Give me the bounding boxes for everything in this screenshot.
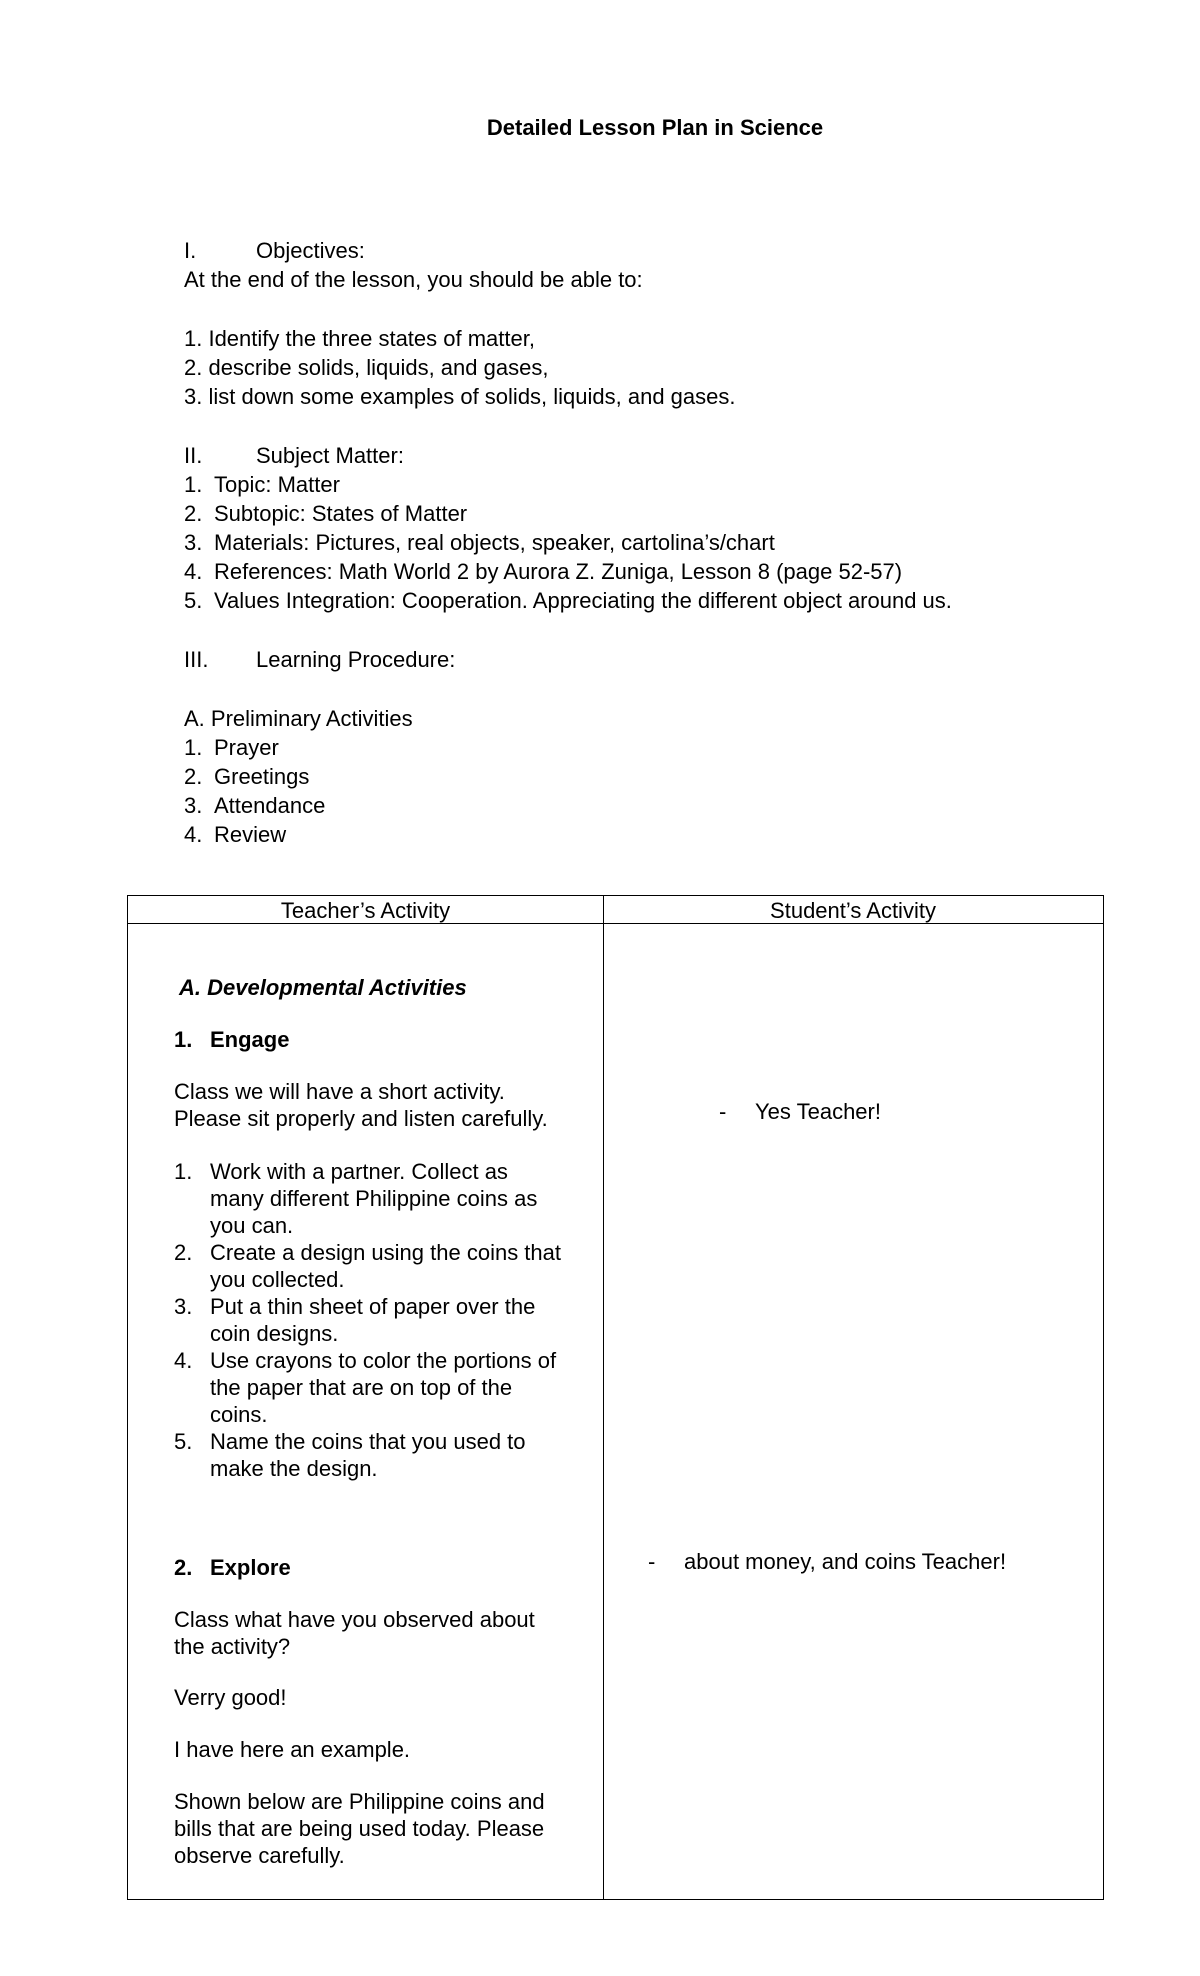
section-title: Objectives: — [256, 238, 365, 263]
item-text: Values Integration: Cooperation. Appreciating the different object around us. — [214, 588, 952, 613]
item-number: 2. — [184, 501, 203, 526]
teacher-activity-header: Teacher’s Activity — [280, 898, 451, 923]
item-number: 2. — [174, 1240, 193, 1265]
section-title: Subject Matter: — [256, 443, 404, 468]
item-number: 3. — [184, 793, 203, 818]
item-number: 4. — [184, 559, 203, 584]
activity-step-cont: you can. — [210, 1213, 294, 1238]
item-text: Create a design using the coins that — [210, 1240, 562, 1265]
shown-line: Shown below are Philippine coins and — [174, 1789, 545, 1814]
item-text: Prayer — [214, 735, 279, 760]
example-text: I have here an example. — [174, 1737, 411, 1762]
item-number: 2. — [184, 764, 203, 789]
preliminary-item — [184, 762, 309, 791]
objective-item: 2. describe solids, liquids, and gases, — [184, 355, 549, 380]
objective-item: 1. Identify the three states of matter, — [184, 326, 535, 351]
item-number: 1. — [174, 1159, 193, 1184]
item-text: Topic: Matter — [214, 472, 340, 497]
explore-heading — [174, 1554, 291, 1581]
learning-procedure-heading — [184, 645, 455, 674]
section-title: Learning Procedure: — [256, 647, 456, 672]
header-rule — [128, 923, 1103, 924]
item-text: Work with a partner. Collect as — [210, 1159, 508, 1184]
activity-table — [127, 895, 1104, 1900]
section-numeral: II. — [184, 443, 203, 468]
item-text: Review — [214, 822, 287, 847]
activity-step — [174, 1239, 561, 1266]
student-answer — [719, 1098, 881, 1125]
section-numeral: III. — [184, 647, 209, 672]
item-text: Engage — [210, 1027, 290, 1052]
dash-marker: - — [648, 1549, 656, 1574]
item-number: 4. — [174, 1348, 193, 1373]
item-number: 2. — [174, 1555, 193, 1580]
shown-line: observe carefully. — [174, 1843, 345, 1868]
engage-intro-line: Class we will have a short activity. — [174, 1079, 505, 1104]
activity-step — [174, 1158, 508, 1185]
item-number: 1. — [174, 1027, 193, 1052]
subject-item — [184, 528, 775, 557]
explore-question-line: Class what have you observed about — [174, 1607, 535, 1632]
preliminary-item — [184, 733, 279, 762]
item-text: Use crayons to color the portions of — [210, 1348, 557, 1373]
item-number: 1. — [184, 735, 203, 760]
activity-step-cont: make the design. — [210, 1456, 378, 1481]
activity-step-cont: the paper that are on top of the — [210, 1375, 513, 1400]
item-text: Explore — [210, 1555, 291, 1580]
shown-line: bills that are being used today. Please — [174, 1816, 545, 1841]
item-text: Materials: Pictures, real objects, speaker, cartolina’s/chart — [214, 530, 775, 555]
item-number: 5. — [184, 588, 203, 613]
engage-intro-line: Please sit properly and listen carefully. — [174, 1106, 548, 1131]
activity-step — [174, 1347, 556, 1374]
student-answer — [648, 1548, 1006, 1575]
item-number: 5. — [174, 1429, 193, 1454]
item-text: Attendance — [214, 793, 326, 818]
activity-step — [174, 1428, 526, 1455]
subject-item — [184, 499, 467, 528]
subject-item — [184, 470, 340, 499]
item-number: 4. — [184, 822, 203, 847]
subject-matter-heading — [184, 441, 404, 470]
answer-text: Yes Teacher! — [755, 1099, 881, 1124]
preliminary-item — [184, 791, 325, 820]
activity-step-cont: many different Philippine coins as — [210, 1186, 538, 1211]
column-divider — [603, 896, 604, 1899]
activity-step — [174, 1293, 535, 1320]
praise-text: Verry good! — [174, 1685, 287, 1710]
item-number: 3. — [184, 530, 203, 555]
dash-marker: - — [719, 1099, 727, 1124]
objectives-intro: At the end of the lesson, you should be able to: — [184, 267, 643, 292]
preliminary-item — [184, 820, 286, 849]
objectives-heading — [184, 236, 365, 265]
objective-item: 3. list down some examples of solids, liquids, and gases. — [184, 384, 736, 409]
item-text: References: Math World 2 by Aurora Z. Zuniga, Lesson 8 (page 52-57) — [214, 559, 903, 584]
engage-heading — [174, 1026, 289, 1053]
answer-text: about money, and coins Teacher! — [684, 1549, 1007, 1574]
item-text: Subtopic: States of Matter — [214, 501, 468, 526]
preliminary-heading: A. Preliminary Activities — [184, 706, 413, 731]
item-number: 1. — [184, 472, 203, 497]
student-activity-header: Student’s Activity — [770, 898, 936, 923]
subject-item — [184, 586, 952, 615]
page-title: Detailed Lesson Plan in Science — [486, 115, 824, 140]
developmental-activities-heading: A. Developmental Activities — [179, 975, 467, 1000]
item-text: Greetings — [214, 764, 310, 789]
item-text: Put a thin sheet of paper over the — [210, 1294, 536, 1319]
activity-step-cont: coin designs. — [210, 1321, 339, 1346]
item-text: Name the coins that you used to — [210, 1429, 526, 1454]
activity-step-cont: you collected. — [210, 1267, 345, 1292]
section-numeral: I. — [184, 238, 197, 263]
activity-step-cont: coins. — [210, 1402, 268, 1427]
subject-item — [184, 557, 902, 586]
explore-question-line: the activity? — [174, 1634, 291, 1659]
item-number: 3. — [174, 1294, 193, 1319]
